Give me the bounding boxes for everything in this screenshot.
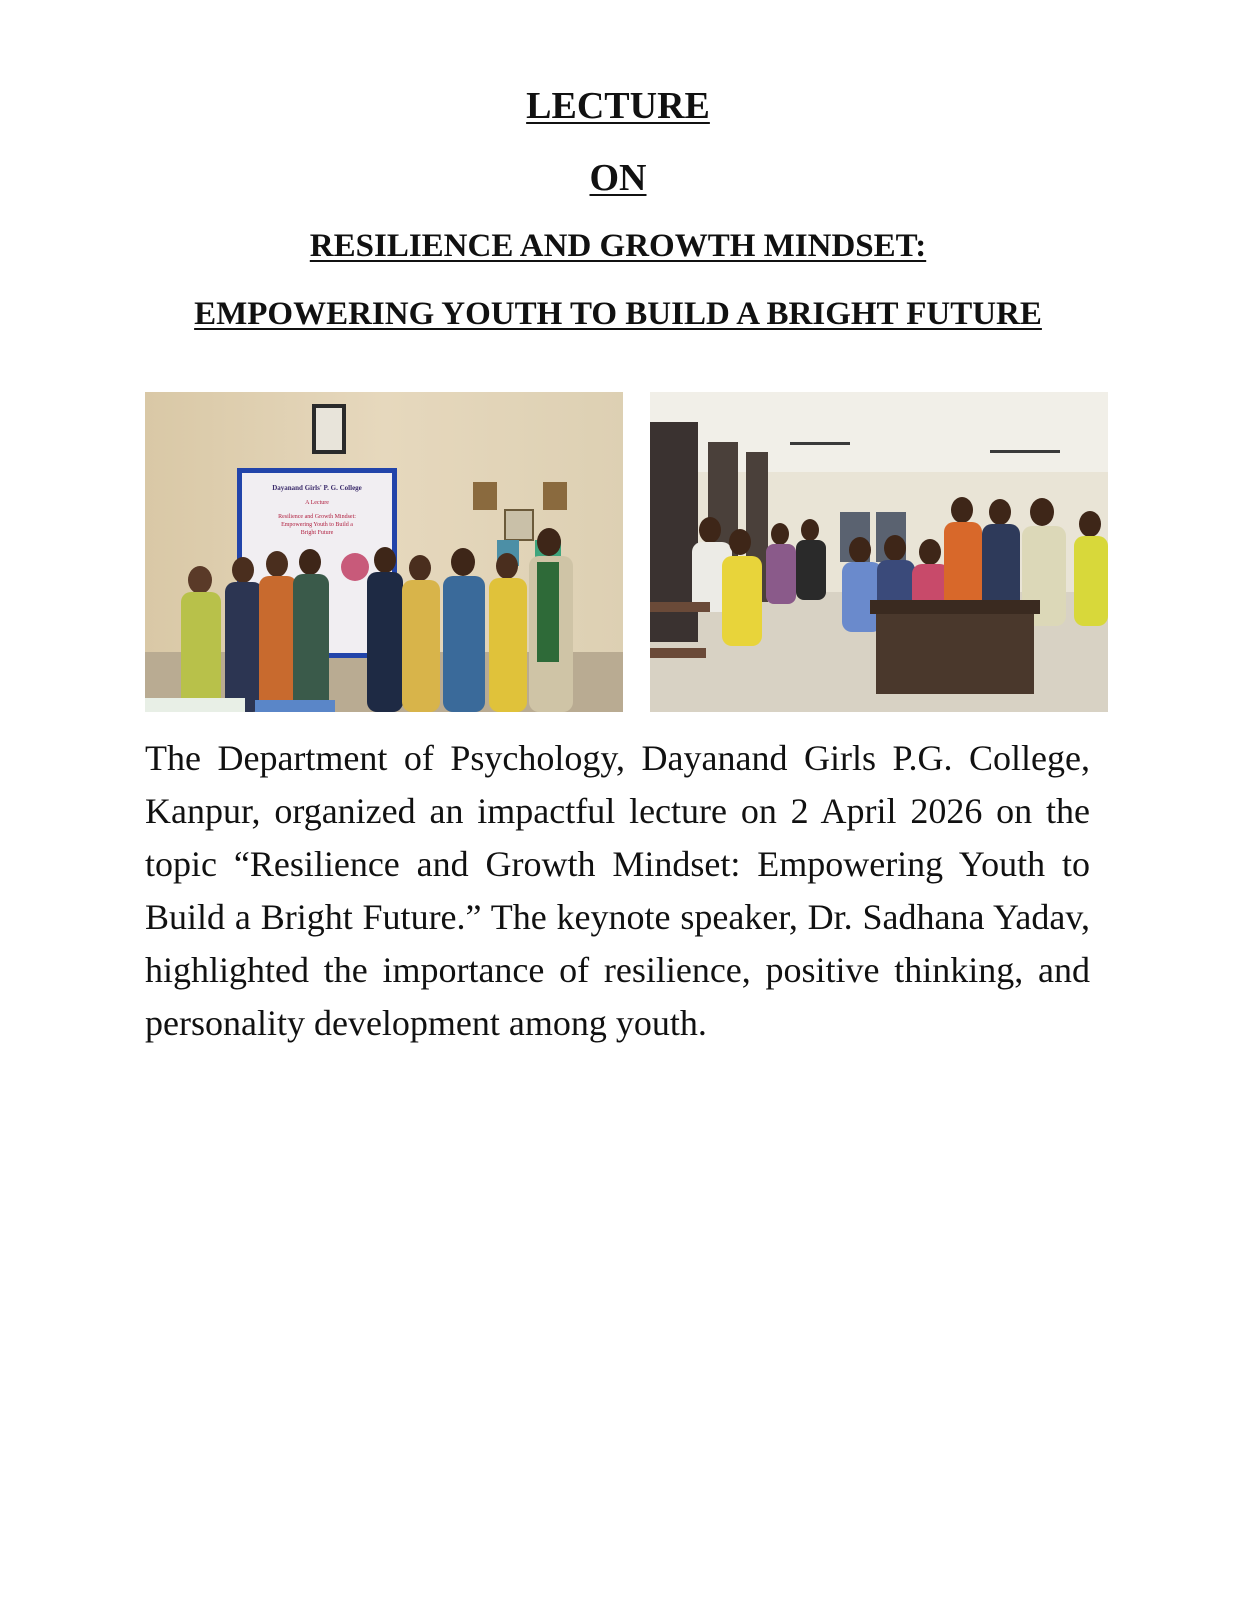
event-photo-audience-image <box>650 392 1108 712</box>
event-photo-group-at-screen <box>145 392 623 712</box>
title-topic-line1: RESILIENCE AND GROWTH MINDSET: <box>309 228 927 264</box>
title-topic-line2: EMPOWERING YOUTH TO BUILD A BRIGHT FUTURE <box>194 296 1042 332</box>
event-photo-audience <box>650 392 1108 712</box>
screen-text-lecture: A Lecture <box>305 500 329 506</box>
screen-text-topic-1: Resilience and Growth Mindset: <box>278 514 356 520</box>
title-on: ON <box>589 157 647 199</box>
event-description-paragraph: The Department of Psychology, Dayanand Girls P.G. College, Kanpur, organized an impactful lecture on 2 April 2026 on the topic “Resilience and Growth Mindset: Empowering Youth to Build a Bright Future.” The keynote speaker, Dr. Sadhana Yadav, highlighted the importance of resilience, positive thinking, and personality development among youth. <box>145 738 1090 1043</box>
event-photo-group-at-screen-image <box>145 392 623 712</box>
screen-text-topic-2: Empowering Youth to Build a <box>281 522 353 528</box>
screen-text-topic-3: Bright Future <box>300 530 334 536</box>
screen-text-college: Dayanand Girls' P. G. College <box>272 484 362 492</box>
title-lecture: LECTURE <box>526 85 710 127</box>
